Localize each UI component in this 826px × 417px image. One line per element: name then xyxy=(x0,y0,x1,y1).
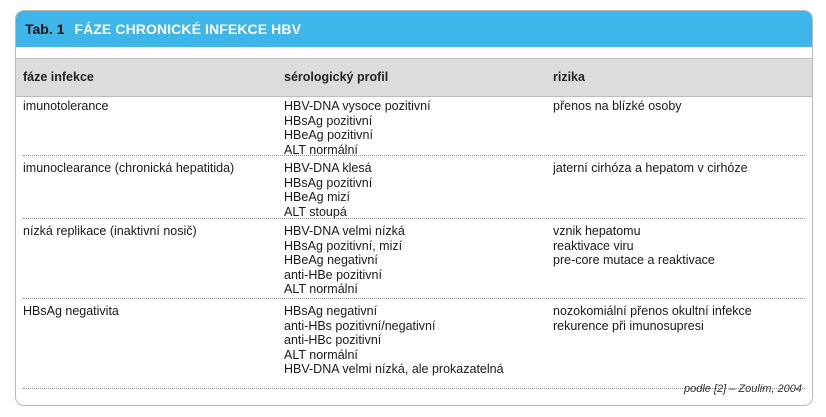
risks-cell xyxy=(553,224,715,268)
header-phase: fáze infekce xyxy=(23,70,94,84)
serology-line: HBsAg pozitivní, mizí xyxy=(284,238,403,253)
serology-line: HBV-DNA klesá xyxy=(284,161,372,175)
serology-line: ALT normální xyxy=(284,282,358,296)
risks-cell xyxy=(553,304,752,333)
table-title-bar xyxy=(16,11,812,47)
phase-text: HBsAg negativita xyxy=(23,304,119,318)
table-header xyxy=(16,58,812,97)
table-card xyxy=(15,10,813,406)
serology-cell xyxy=(284,161,372,219)
table-row xyxy=(23,161,805,219)
risk-line: přenos na blízké osoby xyxy=(553,99,682,113)
serology-line: HBeAg negativní xyxy=(284,253,378,267)
serology-cell xyxy=(284,224,405,297)
serology-cell xyxy=(284,304,504,377)
serology-line: anti-HBc pozitivní xyxy=(284,333,382,347)
phase-text: imunotolerance xyxy=(23,99,109,113)
risk-line: nozokomiální přenos okultní infekce xyxy=(553,304,752,318)
risk-line: pre-core mutace a reaktivace xyxy=(553,253,715,267)
table-row xyxy=(23,304,805,389)
risk-line: rekurence při imunosupresi xyxy=(553,318,704,333)
risk-line: jaterní cirhóza a hepatom v cirhóze xyxy=(553,161,748,175)
serology-line: ALT normální xyxy=(284,347,358,362)
source-note: podle [2] – Zoulim, 2004 xyxy=(683,383,802,395)
phase-cell xyxy=(23,304,119,319)
table-row xyxy=(23,99,805,156)
table-title: FÁZE CHRONICKÉ INFEKCE HBV xyxy=(74,21,302,37)
phase-cell xyxy=(23,99,108,114)
serology-line: HBeAg pozitivní xyxy=(284,128,373,142)
serology-line: HBsAg pozitivní xyxy=(284,175,373,190)
serology-line: HBsAg pozitivní xyxy=(284,113,373,128)
serology-cell xyxy=(284,99,431,157)
risks-cell xyxy=(553,161,748,176)
risks-cell xyxy=(553,99,682,114)
serology-line: anti-HBe pozitivní xyxy=(284,267,382,282)
serology-line: anti-HBs pozitivní/negativní xyxy=(284,318,436,333)
table-number: Tab. 1 xyxy=(25,21,65,37)
phase-text: nízká replikace (inaktivní nosič) xyxy=(23,224,197,238)
serology-line: ALT normální xyxy=(284,142,358,157)
risk-line: reaktivace viru xyxy=(553,238,634,253)
serology-line: HBV-DNA velmi nízká xyxy=(284,224,405,238)
serology-line: HBV-DNA velmi nízká, ale prokazatelná xyxy=(284,362,504,376)
header-serology: sérologický profil xyxy=(284,70,389,84)
header-risks: rizika xyxy=(553,70,585,84)
serology-line: ALT stoupá xyxy=(284,204,347,219)
table-row xyxy=(23,224,805,299)
serology-line: HBsAg negativní xyxy=(284,304,378,318)
risk-line: vznik hepatomu xyxy=(553,224,641,238)
serology-line: HBeAg mizí xyxy=(284,190,350,204)
serology-line: HBV-DNA vysoce pozitivní xyxy=(284,99,431,113)
phase-cell xyxy=(23,161,234,176)
phase-cell xyxy=(23,224,197,239)
phase-text: imunoclearance (chronická hepatitida) xyxy=(23,161,235,175)
